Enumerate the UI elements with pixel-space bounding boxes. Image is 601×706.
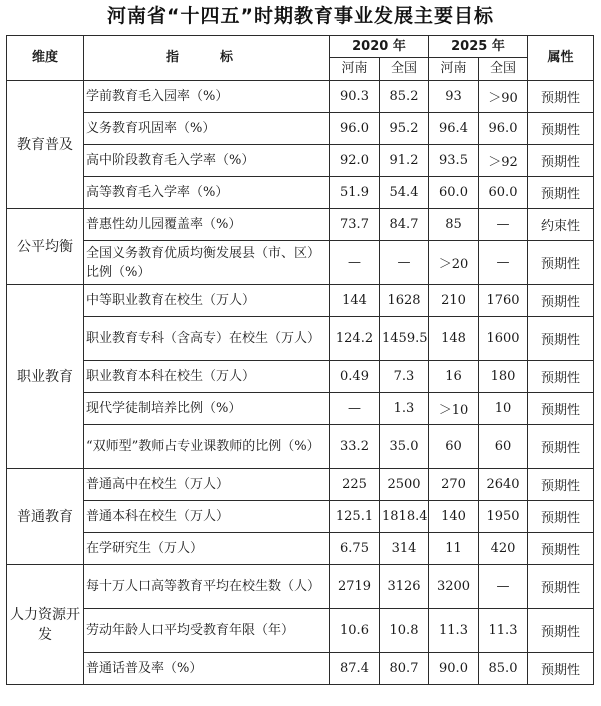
indicator-cell: 义务教育巩固率（%） [84,113,330,145]
henan-2025-cell: 96.4 [429,113,479,145]
national-2025-cell: 420 [479,533,528,565]
henan-2020-cell: 73.7 [330,209,380,241]
header-national-2020: 全国 [380,58,429,81]
indicator-cell: 每十万人口高等教育平均在校生数（人） [84,565,330,609]
national-2025-cell: 60 [479,425,528,469]
national-2020-cell: 7.3 [380,361,429,393]
henan-2025-cell: 148 [429,317,479,361]
header-henan-2020: 河南 [330,58,380,81]
table-row [7,317,594,361]
attribute-cell: 预期性 [528,361,594,393]
national-2025-cell: 60.0 [479,177,528,209]
attribute-cell: 预期性 [528,501,594,533]
table-row [7,565,594,609]
henan-2025-cell: ＞20 [429,241,479,285]
indicator-cell: 普通高中在校生（万人） [84,469,330,501]
henan-2020-cell: 90.3 [330,81,380,113]
table-row [7,533,594,565]
henan-2020-cell: 33.2 [330,425,380,469]
henan-2020-cell: 87.4 [330,653,380,685]
table-row [7,241,594,285]
henan-2025-cell: 93.5 [429,145,479,177]
indicator-cell: 高中阶段教育毛入学率（%） [84,145,330,177]
indicator-cell: 劳动年龄人口平均受教育年限（年） [84,609,330,653]
henan-2025-cell: 11.3 [429,609,479,653]
national-2025-cell: 10 [479,393,528,425]
indicator-cell: “双师型”教师占专业课教师的比例（%） [84,425,330,469]
table-row [7,81,594,113]
national-2020-cell: 85.2 [380,81,429,113]
attribute-cell: 预期性 [528,81,594,113]
henan-2020-cell: 225 [330,469,380,501]
henan-2025-cell: 85 [429,209,479,241]
table-title: 河南省“十四五”时期教育事业发展主要目标 [107,5,494,27]
attribute-cell: 预期性 [528,565,594,609]
header-henan-2025: 河南 [429,58,479,81]
table-row [7,177,594,209]
indicator-cell: 普惠性幼儿园覆盖率（%） [84,209,330,241]
table-row [7,145,594,177]
henan-2020-cell: 0.49 [330,361,380,393]
henan-2025-cell: 16 [429,361,479,393]
header-attribute: 属性 [528,36,594,81]
henan-2025-cell: 210 [429,285,479,317]
attribute-cell: 预期性 [528,533,594,565]
national-2020-cell: 314 [380,533,429,565]
henan-2020-cell: 124.2 [330,317,380,361]
henan-2020-cell: 10.6 [330,609,380,653]
dimension-cell: 职业教育 [7,285,84,469]
national-2020-cell: 10.8 [380,609,429,653]
national-2025-cell: 2640 [479,469,528,501]
attribute-cell: 约束性 [528,209,594,241]
henan-2020-cell: 51.9 [330,177,380,209]
henan-2025-cell: 270 [429,469,479,501]
table-row [7,113,594,145]
education-goals-table [6,35,594,685]
table-row [7,501,594,533]
national-2020-cell: 54.4 [380,177,429,209]
attribute-cell: 预期性 [528,653,594,685]
henan-2020-cell: 92.0 [330,145,380,177]
attribute-cell: 预期性 [528,425,594,469]
header-dimension: 维度 [7,36,84,81]
header-year-2025: 2025 年 [429,36,528,58]
national-2025-cell: ＞92 [479,145,528,177]
indicator-cell: 全国义务教育优质均衡发展县（市、区）比例（%） [84,241,330,285]
henan-2020-cell: — [330,241,380,285]
table-row [7,209,594,241]
attribute-cell: 预期性 [528,317,594,361]
national-2025-cell: ＞90 [479,81,528,113]
indicator-cell: 中等职业教育在校生（万人） [84,285,330,317]
national-2020-cell: 80.7 [380,653,429,685]
national-2020-cell: 1.3 [380,393,429,425]
national-2020-cell: 95.2 [380,113,429,145]
national-2025-cell: 96.0 [479,113,528,145]
national-2025-cell: 1950 [479,501,528,533]
henan-2025-cell: 140 [429,501,479,533]
henan-2025-cell: 3200 [429,565,479,609]
table-row [7,469,594,501]
henan-2025-cell: 11 [429,533,479,565]
attribute-cell: 预期性 [528,177,594,209]
table-row [7,361,594,393]
dimension-cell: 普通教育 [7,469,84,565]
national-2020-cell: 2500 [380,469,429,501]
attribute-cell: 预期性 [528,393,594,425]
national-2025-cell: — [479,565,528,609]
henan-2020-cell: — [330,393,380,425]
national-2025-cell: 11.3 [479,609,528,653]
attribute-cell: 预期性 [528,241,594,285]
national-2025-cell: 85.0 [479,653,528,685]
national-2025-cell: 1600 [479,317,528,361]
table-row [7,609,594,653]
indicator-cell: 职业教育本科在校生（万人） [84,361,330,393]
national-2020-cell: 1628 [380,285,429,317]
henan-2025-cell: 60 [429,425,479,469]
national-2020-cell: 91.2 [380,145,429,177]
attribute-cell: 预期性 [528,285,594,317]
dimension-cell: 人力资源开发 [7,565,84,685]
national-2020-cell: 1459.5 [380,317,429,361]
henan-2025-cell: 90.0 [429,653,479,685]
national-2020-cell: 3126 [380,565,429,609]
national-2025-cell: 1760 [479,285,528,317]
indicator-cell: 在学研究生（万人） [84,533,330,565]
indicator-cell: 普通话普及率（%） [84,653,330,685]
attribute-cell: 预期性 [528,609,594,653]
henan-2020-cell: 6.75 [330,533,380,565]
national-2025-cell: — [479,241,528,285]
national-2025-cell: — [479,209,528,241]
attribute-cell: 预期性 [528,145,594,177]
dimension-cell: 教育普及 [7,81,84,209]
dimension-cell: 公平均衡 [7,209,84,285]
indicator-cell: 学前教育毛入园率（%） [84,81,330,113]
attribute-cell: 预期性 [528,113,594,145]
national-2020-cell: 35.0 [380,425,429,469]
henan-2025-cell: ＞10 [429,393,479,425]
header-year-2020: 2020 年 [330,36,429,58]
header-national-2025: 全国 [479,58,528,81]
table-row [7,393,594,425]
national-2020-cell: — [380,241,429,285]
indicator-cell: 职业教育专科（含高专）在校生（万人） [84,317,330,361]
table-row [7,425,594,469]
indicator-cell: 普通本科在校生（万人） [84,501,330,533]
henan-2020-cell: 144 [330,285,380,317]
national-2020-cell: 1818.4 [380,501,429,533]
henan-2020-cell: 2719 [330,565,380,609]
henan-2020-cell: 96.0 [330,113,380,145]
table-row [7,285,594,317]
henan-2020-cell: 125.1 [330,501,380,533]
attribute-cell: 预期性 [528,469,594,501]
henan-2025-cell: 93 [429,81,479,113]
indicator-cell: 现代学徒制培养比例（%） [84,393,330,425]
henan-2025-cell: 60.0 [429,177,479,209]
indicator-cell: 高等教育毛入学率（%） [84,177,330,209]
national-2020-cell: 84.7 [380,209,429,241]
national-2025-cell: 180 [479,361,528,393]
header-indicator: 指 标 [84,36,330,81]
table-row [7,653,594,685]
